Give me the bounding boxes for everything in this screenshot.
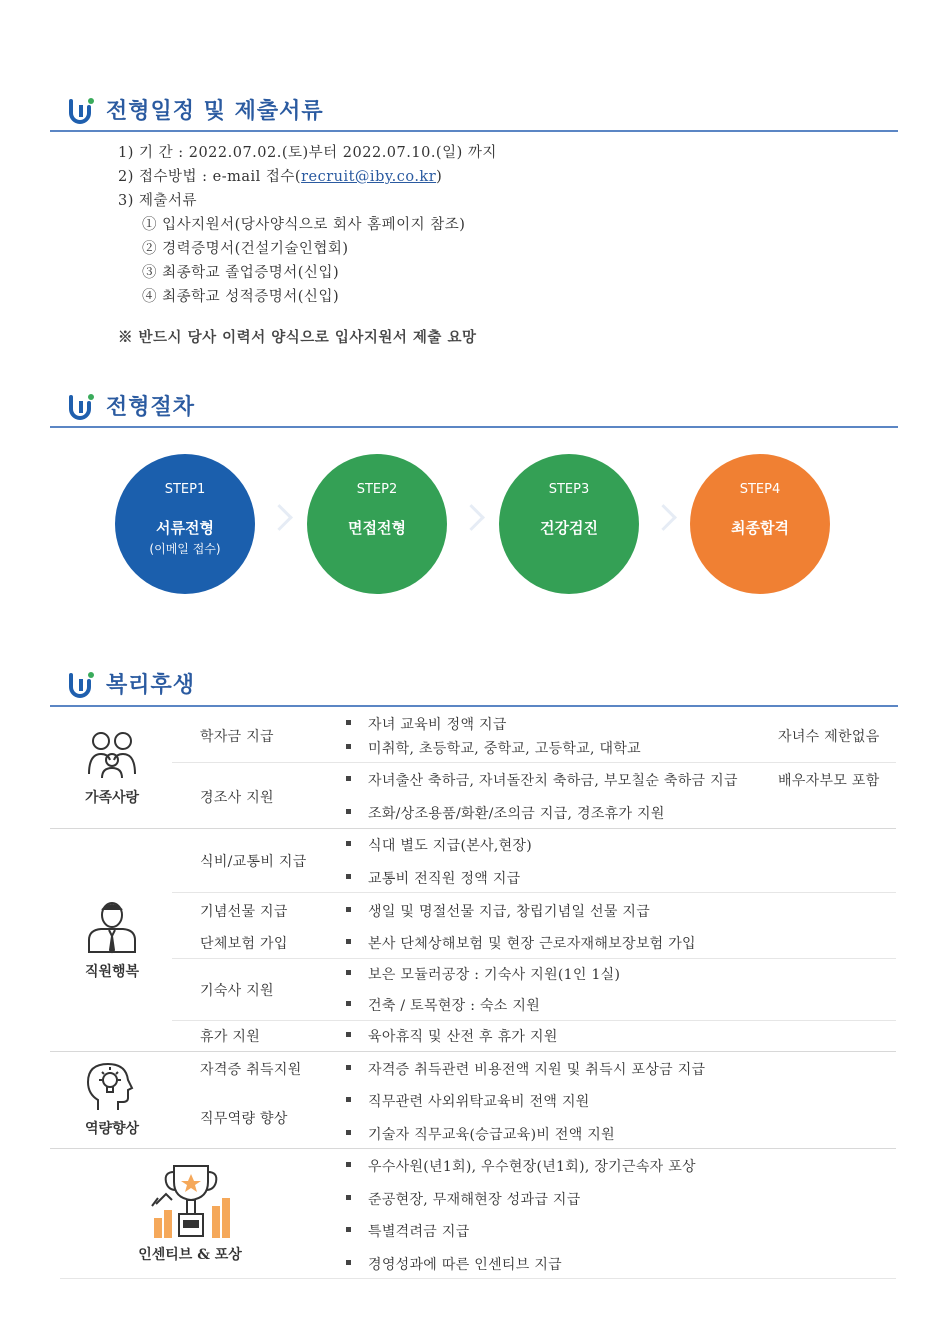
- section-header-welfare: [68, 668, 195, 699]
- bullet: [346, 1032, 351, 1037]
- step-2-circle: [307, 454, 447, 594]
- bullet: [346, 1130, 351, 1135]
- docs-header: 3) 제출서류: [118, 193, 198, 209]
- step-1-circle: [115, 454, 255, 594]
- category-competency: 역량향상: [84, 1121, 140, 1137]
- method-line: [118, 165, 442, 186]
- welfare-detail: 본사 단체상해보험 및 현장 근로자재해보장보험 가입: [368, 936, 696, 952]
- welfare-detail: 육아휴직 및 산전 후 휴가 지원: [368, 1029, 558, 1045]
- welfare-item: 학자금 지급: [200, 729, 274, 745]
- section-header-schedule: [68, 94, 324, 125]
- employee-icon: [87, 900, 137, 954]
- section-header-process: [68, 390, 195, 421]
- family-icon: [86, 728, 138, 780]
- welfare-detail: 미취학, 초등학교, 중학교, 고등학교, 대학교: [368, 741, 642, 757]
- bullet: [346, 970, 351, 975]
- welfare-item: 기숙사 지원: [200, 983, 274, 999]
- welfare-detail: 경영성과에 따른 인센티브 지급: [368, 1257, 562, 1273]
- category-employee: 직원행복: [84, 964, 140, 980]
- bullet: [346, 874, 351, 879]
- welfare-detail: 식대 별도 지급(본사,현장): [368, 838, 533, 854]
- company-logo-icon: [68, 670, 96, 698]
- step-label: STEP1: [164, 482, 206, 497]
- welfare-detail: 기술자 직무교육(승급교육)비 전액 지원: [368, 1127, 615, 1143]
- bullet: [346, 776, 351, 781]
- step-name: 면접전형: [348, 519, 406, 537]
- section-title: 전형절차: [106, 395, 196, 420]
- welfare-detail: 생일 및 명절선물 지급, 창립기념일 선물 지급: [368, 904, 651, 920]
- bullet: [346, 720, 351, 725]
- category-family: 가족사랑: [84, 790, 140, 806]
- welfare-detail: 조화/상조용품/화환/조의금 지급, 경조휴가 지원: [368, 806, 665, 822]
- step-name: 건강검진: [540, 519, 598, 537]
- welfare-detail: 보은 모듈러공장 : 기숙사 지원(1인 1실): [368, 967, 621, 983]
- step-name: 최종합격: [731, 519, 789, 537]
- section-divider: [50, 426, 898, 428]
- welfare-item: 자격증 취득지원: [200, 1062, 302, 1078]
- chevron-right-icon: [650, 504, 677, 531]
- doc-item: ① 입사지원서(당사양식으로 회사 홈페이지 참조): [142, 217, 466, 233]
- row-divider: [172, 762, 896, 763]
- step-3-circle: [499, 454, 639, 594]
- welfare-detail: 교통비 전직원 정액 지급: [368, 871, 521, 887]
- chevron-right-icon: [458, 504, 485, 531]
- welfare-item: 경조사 지원: [200, 790, 274, 806]
- welfare-remark: 배우자부모 포함: [778, 773, 880, 789]
- welfare-detail: 직무관련 사외위탁교육비 전액 지원: [368, 1094, 590, 1110]
- welfare-detail: 준공현장, 무재해현장 성과급 지급: [368, 1192, 581, 1208]
- doc-item: ② 경력증명서(건설기술인협회): [142, 241, 349, 257]
- section-divider: [50, 130, 898, 132]
- chevron-right-icon: [266, 504, 293, 531]
- row-divider: [172, 958, 896, 959]
- section-divider: [50, 705, 898, 707]
- section-title: 복리후생: [106, 673, 196, 698]
- section-title: 전형일정 및 제출서류: [106, 99, 324, 124]
- row-divider: [172, 892, 896, 893]
- trophy-icon: [150, 1162, 232, 1240]
- head-lightbulb-icon: [84, 1060, 140, 1112]
- bullet: [346, 1227, 351, 1232]
- step-label: STEP3: [548, 482, 590, 497]
- bullet: [346, 744, 351, 749]
- method-suffix: ): [436, 169, 443, 185]
- group-divider: [50, 1148, 896, 1149]
- welfare-item: 식비/교통비 지급: [200, 854, 307, 870]
- step-4-circle: [690, 454, 830, 594]
- welfare-item: 단체보험 가입: [200, 936, 288, 952]
- email-link[interactable]: recruit@iby.co.kr: [301, 169, 437, 185]
- welfare-detail: 건축 / 토목현장 : 숙소 지원: [368, 998, 541, 1014]
- row-divider: [172, 1020, 896, 1021]
- welfare-detail: 자녀 교육비 정액 지급: [368, 717, 507, 733]
- period-line: 1) 기 간 : 2022.07.02.(토)부터 2022.07.10.(일) 까지: [118, 145, 497, 161]
- step-label: STEP2: [356, 482, 398, 497]
- company-logo-icon: [68, 392, 96, 420]
- bullet: [346, 1195, 351, 1200]
- method-prefix: 2) 접수방법 : e-mail 접수(: [118, 169, 302, 185]
- bullet: [346, 809, 351, 814]
- category-incentive: 인센티브 & 포상: [138, 1247, 242, 1263]
- doc-item: ③ 최종학교 졸업증명서(신입): [142, 265, 340, 281]
- company-logo-icon: [68, 96, 96, 124]
- welfare-remark: 자녀수 제한없음: [778, 729, 880, 745]
- table-bottom: [60, 1278, 896, 1279]
- welfare-detail: 특별격려금 지급: [368, 1224, 470, 1240]
- welfare-detail: 자녀출산 축하금, 자녀돌잔치 축하금, 부모칠순 축하금 지급: [368, 773, 738, 789]
- step-label: STEP4: [739, 482, 781, 497]
- step-sub: (이메일 접수): [149, 542, 221, 556]
- welfare-detail: 우수사원(년1회), 우수현장(년1회), 장기근속자 포상: [368, 1159, 696, 1175]
- bullet: [346, 939, 351, 944]
- group-divider: [50, 828, 896, 829]
- welfare-item: 기념선물 지급: [200, 904, 288, 920]
- group-divider: [50, 1051, 896, 1052]
- welfare-detail: 자격증 취득관련 비용전액 지원 및 취득시 포상금 지급: [368, 1062, 706, 1078]
- bullet: [346, 1097, 351, 1102]
- bullet: [346, 841, 351, 846]
- welfare-item: 직무역량 향상: [200, 1111, 288, 1127]
- bullet: [346, 1260, 351, 1265]
- bullet: [346, 1001, 351, 1006]
- bullet: [346, 1162, 351, 1167]
- step-name: 서류전형: [156, 519, 214, 537]
- submission-note: ※ 반드시 당사 이력서 양식으로 입사지원서 제출 요망: [118, 329, 477, 346]
- bullet: [346, 1065, 351, 1070]
- welfare-item: 휴가 지원: [200, 1029, 261, 1045]
- bullet: [346, 907, 351, 912]
- doc-item: ④ 최종학교 성적증명서(신입): [142, 289, 340, 305]
